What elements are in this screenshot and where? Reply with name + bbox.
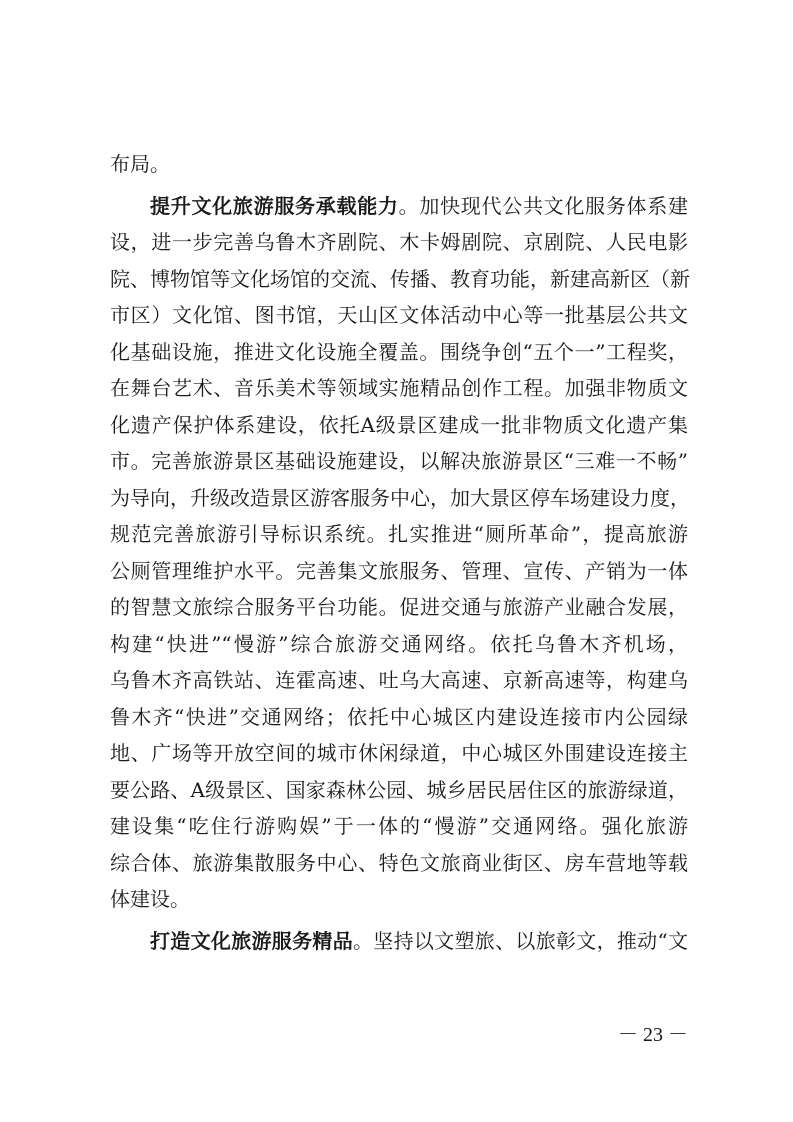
- section-heading: 提升文化旅游服务承载能力: [150, 193, 399, 218]
- text-line: 化遗产保护体系建设，依托A级景区建成一批非物质文化遗产集: [110, 412, 688, 437]
- text-line: 乌鲁木齐高铁站、连霍高速、吐乌大高速、京新高速等，构建乌: [110, 668, 688, 692]
- body-text: [110, 146, 688, 959]
- text-line: 设，进一步完善乌鲁木齐剧院、木卡姆剧院、京剧院、人民电影: [110, 230, 688, 254]
- text-line: 为导向，升级改造景区游客服务中心，加大景区停车场建设力度，: [110, 485, 690, 510]
- text-line: 化基础设施，推进文化设施全覆盖。围绕争创“五个一”工程奖，: [110, 339, 688, 364]
- text-line: 院、博物馆等文化场馆的交流、传播、教育功能，新建高新区（新: [110, 266, 690, 291]
- text-run: 。坚持以文塑旅、以旅彰文，推动“文: [353, 928, 689, 953]
- text-line: 要公路、A级景区、国家森林公园、城乡居民居住区的旅游绿道，: [110, 777, 688, 802]
- section-heading: 打造文化旅游服务精品: [150, 928, 353, 953]
- text-line: [110, 923, 688, 960]
- text-line: 市。完善旅游景区基础设施建设，以解决旅游景区“三难一不畅”: [110, 449, 688, 473]
- text-line: [110, 188, 688, 225]
- text-line: 布局。: [110, 152, 170, 176]
- text-line: 规范完善旅游引导标识系统。扎实推进“厕所革命”，提高旅游: [110, 522, 688, 546]
- text-run: 。加快现代公共文化服务体系建: [398, 193, 689, 218]
- text-line: 体建设。: [110, 887, 190, 911]
- text-line: 建设集“吃住行游购娱”于一体的“慢游”交通网络。强化旅游: [110, 814, 688, 838]
- text-line: 的智慧文旅综合服务平台功能。促进交通与旅游产业融合发展，: [110, 595, 688, 619]
- text-line: 地、广场等开放空间的城市休闲绿道，中心城区外围建设连接主: [110, 741, 688, 765]
- page-number: － 23 －: [618, 1024, 688, 1046]
- text-line: 在舞台艺术、音乐美术等领域实施精品创作工程。加强非物质文: [110, 376, 688, 400]
- text-line: 鲁木齐“快进”交通网络；依托中心城区内建设连接市内公园绿: [110, 704, 688, 729]
- text-line: 构建“快进”“慢游”综合旅游交通网络。依托乌鲁木齐机场，: [110, 631, 688, 656]
- text-line: 综合体、旅游集散服务中心、特色文旅商业街区、房车营地等载: [110, 850, 688, 875]
- text-line: 市区）文化馆、图书馆，天山区文体活动中心等一批基层公共文: [110, 303, 688, 327]
- text-line: 公厕管理维护水平。完善集文旅服务、管理、宣传、产销为一体: [110, 558, 688, 583]
